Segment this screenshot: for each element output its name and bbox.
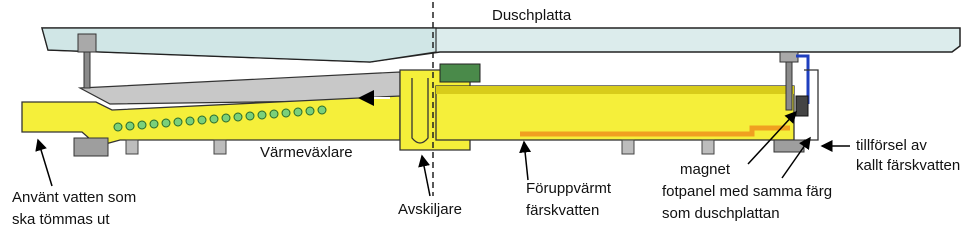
left-foot bbox=[74, 138, 108, 156]
label-preheated-1: Föruppvärmt bbox=[526, 180, 612, 197]
arrow-preheated bbox=[524, 142, 528, 180]
label-foot-panel-1: fotpanel med samma färg bbox=[662, 183, 833, 200]
label-supply-2: kallt färskvatten bbox=[856, 157, 961, 174]
arrow-separator bbox=[422, 156, 430, 196]
left-bolt bbox=[78, 34, 96, 88]
label-magnet: magnet bbox=[680, 161, 731, 178]
support-pad bbox=[440, 64, 480, 82]
label-separator: Avskiljare bbox=[398, 201, 462, 218]
magnet-block bbox=[796, 96, 808, 116]
label-heat-exchanger: Värmeväxlare bbox=[260, 144, 353, 161]
arrow-used-water bbox=[38, 140, 52, 186]
label-used-water-1: Använt vatten som bbox=[12, 189, 137, 206]
label-preheated-2: färskvatten bbox=[526, 202, 600, 219]
right-housing-top-shade bbox=[436, 86, 794, 94]
shower-plate-left-section bbox=[42, 28, 436, 62]
label-foot-panel-2: som duschplattan bbox=[662, 205, 780, 222]
right-foot bbox=[774, 140, 804, 152]
label-shower-plate: Duschplatta bbox=[492, 7, 572, 24]
label-used-water-2: ska tömmas ut bbox=[12, 211, 110, 228]
label-supply-1: tillförsel av bbox=[856, 137, 927, 154]
